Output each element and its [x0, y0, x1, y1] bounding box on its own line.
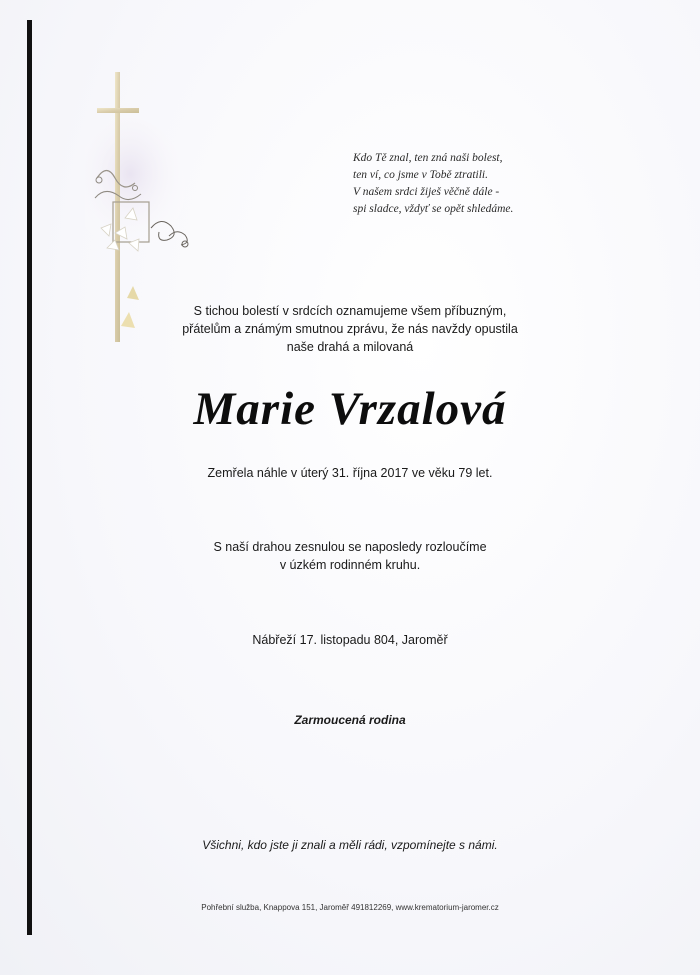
- intro-line: naše drahá a milovaná: [286, 340, 414, 354]
- funeral-service-footer: Pohřební služba, Knappova 151, Jaroměř 491812269, www.krematorium-jaromer.cz: [201, 903, 499, 912]
- intro-text: [140, 302, 560, 356]
- farewell-text: [140, 538, 560, 574]
- poem-block: [353, 150, 583, 218]
- deceased-name: Marie Vrzalová: [193, 383, 507, 435]
- black-border-line: [27, 20, 32, 935]
- farewell-line: S naší drahou zesnulou se naposledy rozloučíme: [213, 540, 487, 554]
- intro-line: S tichou bolestí v srdcích oznamujeme všem příbuzným,: [193, 304, 507, 318]
- family-signature: Zarmoucená rodina: [294, 713, 406, 727]
- poem-line: Kdo Tě znal, ten zná naši bolest,: [353, 152, 503, 164]
- death-notice: Zemřela náhle v úterý 31. října 2017 ve věku 79 let.: [207, 466, 493, 480]
- poem-line: ten ví, co jsme v Tobě ztratili.: [353, 169, 489, 181]
- poem-line: spi sladce, vždyť se opět shledáme.: [353, 203, 514, 215]
- address: Nábřeží 17. listopadu 804, Jaroměř: [252, 633, 448, 647]
- poem-line: V našem srdci žiješ věčně dále -: [353, 186, 500, 198]
- farewell-line: v úzkém rodinném kruhu.: [279, 558, 421, 572]
- intro-line: přátelům a známým smutnou zprávu, že nás navždy opustila: [182, 322, 518, 336]
- closing-line: Všichni, kdo jste ji znali a měli rádi, vzpomínejte s námi.: [202, 838, 498, 852]
